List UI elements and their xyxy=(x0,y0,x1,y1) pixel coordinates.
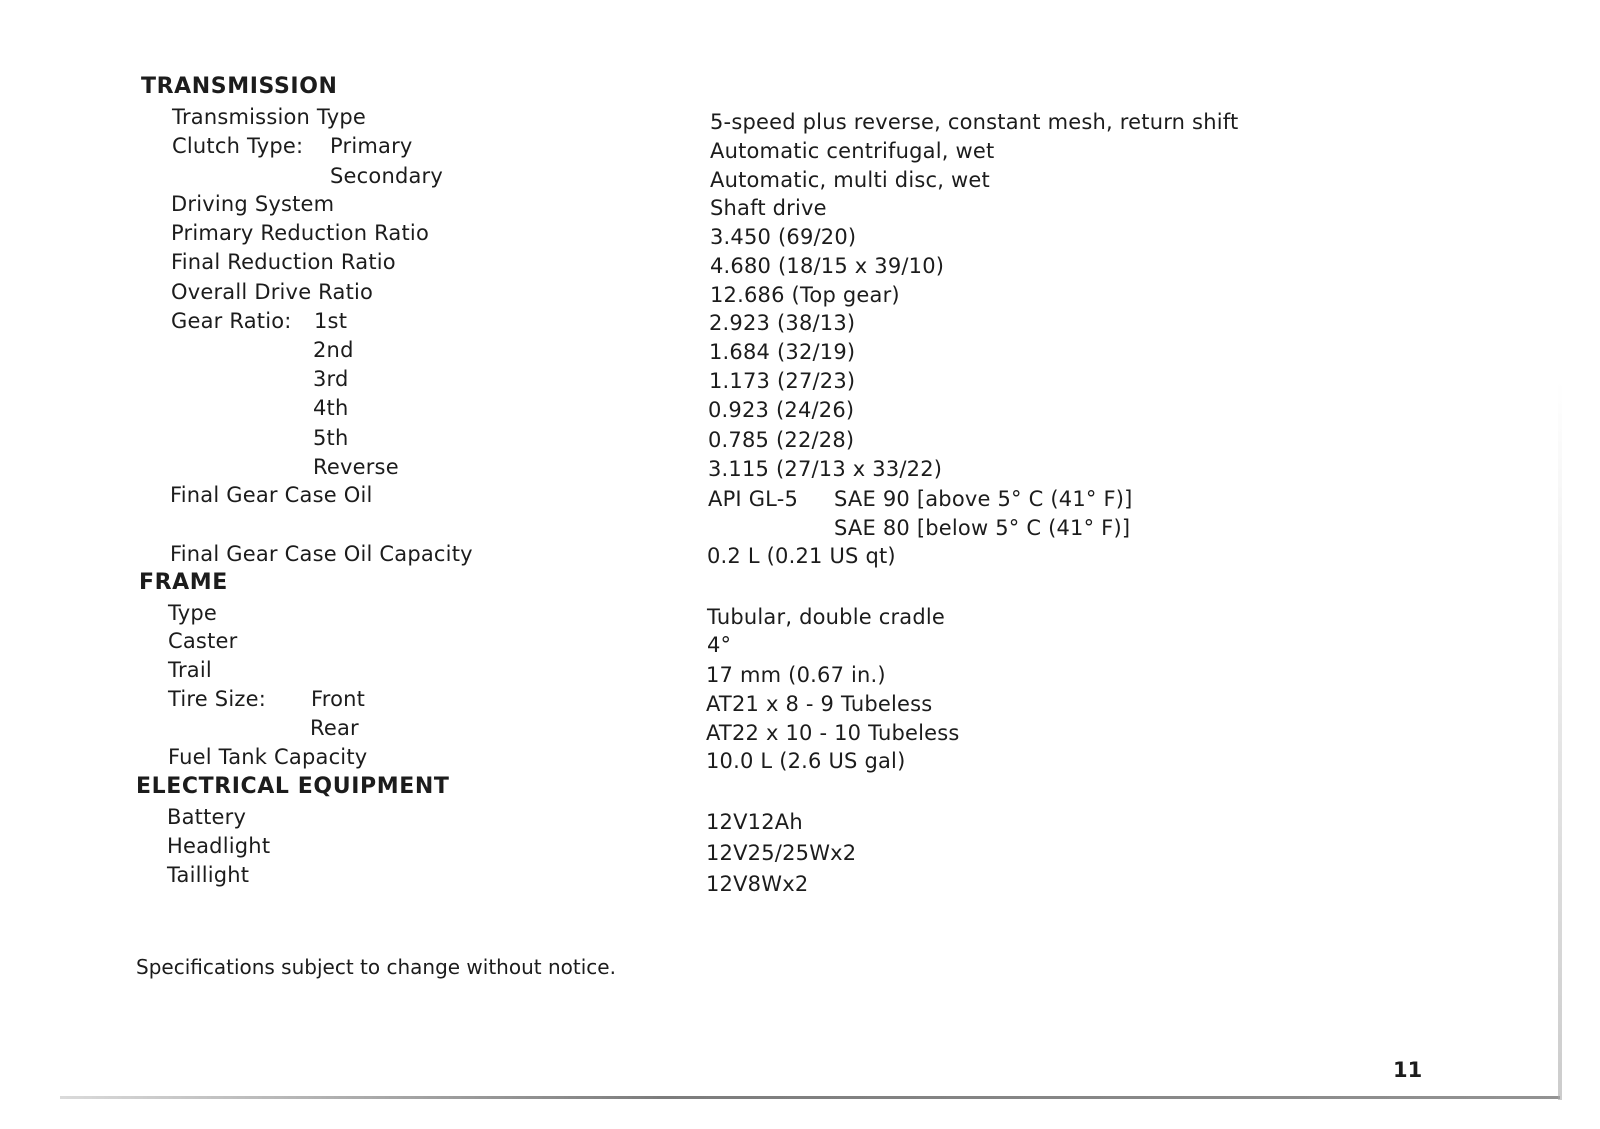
spec-sublabel: 1st xyxy=(314,309,348,333)
spec-value: 4.680 (18/15 x 39/10) xyxy=(710,254,945,278)
spec-label: Caster xyxy=(168,629,238,653)
spec-value: 0.923 (24/26) xyxy=(708,398,855,422)
spec-value: SAE 80 [below 5° C (41° F)] xyxy=(834,516,1131,540)
spec-label: Headlight xyxy=(167,834,271,858)
spec-value: 1.684 (32/19) xyxy=(709,340,856,364)
footer-rule xyxy=(60,1096,1560,1099)
spec-sublabel: 5th xyxy=(313,426,349,450)
spec-sublabel: 2nd xyxy=(313,338,354,362)
page-number: 11 xyxy=(1393,1058,1423,1082)
spec-value: 12V12Ah xyxy=(706,810,803,834)
spec-value: 12.686 (Top gear) xyxy=(710,283,900,307)
electrical-heading: ELECTRICAL EQUIPMENT xyxy=(136,774,450,799)
frame-heading: FRAME xyxy=(139,570,228,595)
spec-value-prefix: API GL-5 xyxy=(708,487,799,511)
spec-value: 0.2 L (0.21 US qt) xyxy=(707,544,896,568)
spec-value: Shaft drive xyxy=(710,196,827,220)
spec-label: Transmission Type xyxy=(172,105,366,129)
spec-value: 0.785 (22/28) xyxy=(708,428,855,452)
spec-label: Driving System xyxy=(171,192,335,216)
spec-value: 1.173 (27/23) xyxy=(709,369,856,393)
transmission-heading: TRANSMISSION xyxy=(141,74,338,99)
spec-value: 17 mm (0.67 in.) xyxy=(706,663,886,687)
spec-value: 2.923 (38/13) xyxy=(709,311,856,335)
spec-label: Taillight xyxy=(167,863,250,887)
spec-value: AT22 x 10 - 10 Tubeless xyxy=(706,721,960,745)
page-edge-shadow xyxy=(1558,380,1562,1100)
spec-value: 12V25/25Wx2 xyxy=(706,841,857,865)
spec-label: Gear Ratio: xyxy=(171,309,292,333)
spec-label: Final Gear Case Oil xyxy=(170,483,373,507)
spec-label: Clutch Type: xyxy=(172,134,304,158)
footnote: Specifications subject to change without notice. xyxy=(136,955,616,979)
spec-sublabel: Front xyxy=(311,687,366,711)
spec-value: 3.450 (69/20) xyxy=(710,225,857,249)
spec-sublabel: Secondary xyxy=(330,164,444,188)
spec-label: Tire Size: xyxy=(168,687,266,711)
spec-sublabel: Reverse xyxy=(313,455,399,479)
spec-label: Fuel Tank Capacity xyxy=(168,745,368,769)
spec-label: Battery xyxy=(167,805,247,829)
spec-value: 5-speed plus reverse, constant mesh, return shift xyxy=(710,110,1239,134)
spec-value: 3.115 (27/13 x 33/22) xyxy=(708,457,943,481)
spec-sublabel: 4th xyxy=(313,396,349,420)
spec-value: Tubular, double cradle xyxy=(707,605,946,629)
spec-sublabel: Primary xyxy=(330,134,413,158)
spec-value: 4° xyxy=(707,633,732,657)
spec-label: Primary Reduction Ratio xyxy=(171,221,429,245)
spec-label: Final Reduction Ratio xyxy=(171,250,396,274)
spec-value: AT21 x 8 - 9 Tubeless xyxy=(706,692,933,716)
spec-value: 12V8Wx2 xyxy=(706,872,809,896)
spec-label: Type xyxy=(168,601,218,625)
spec-value: Automatic centrifugal, wet xyxy=(710,139,995,163)
spec-value: SAE 90 [above 5° C (41° F)] xyxy=(834,487,1133,511)
spec-label: Final Gear Case Oil Capacity xyxy=(170,542,473,566)
spec-value: Automatic, multi disc, wet xyxy=(710,168,990,192)
spec-sublabel: 3rd xyxy=(313,367,349,391)
spec-label: Trail xyxy=(168,658,212,682)
spec-label: Overall Drive Ratio xyxy=(171,280,374,304)
spec-value: 10.0 L (2.6 US gal) xyxy=(706,749,906,773)
spec-sublabel: Rear xyxy=(310,716,359,740)
